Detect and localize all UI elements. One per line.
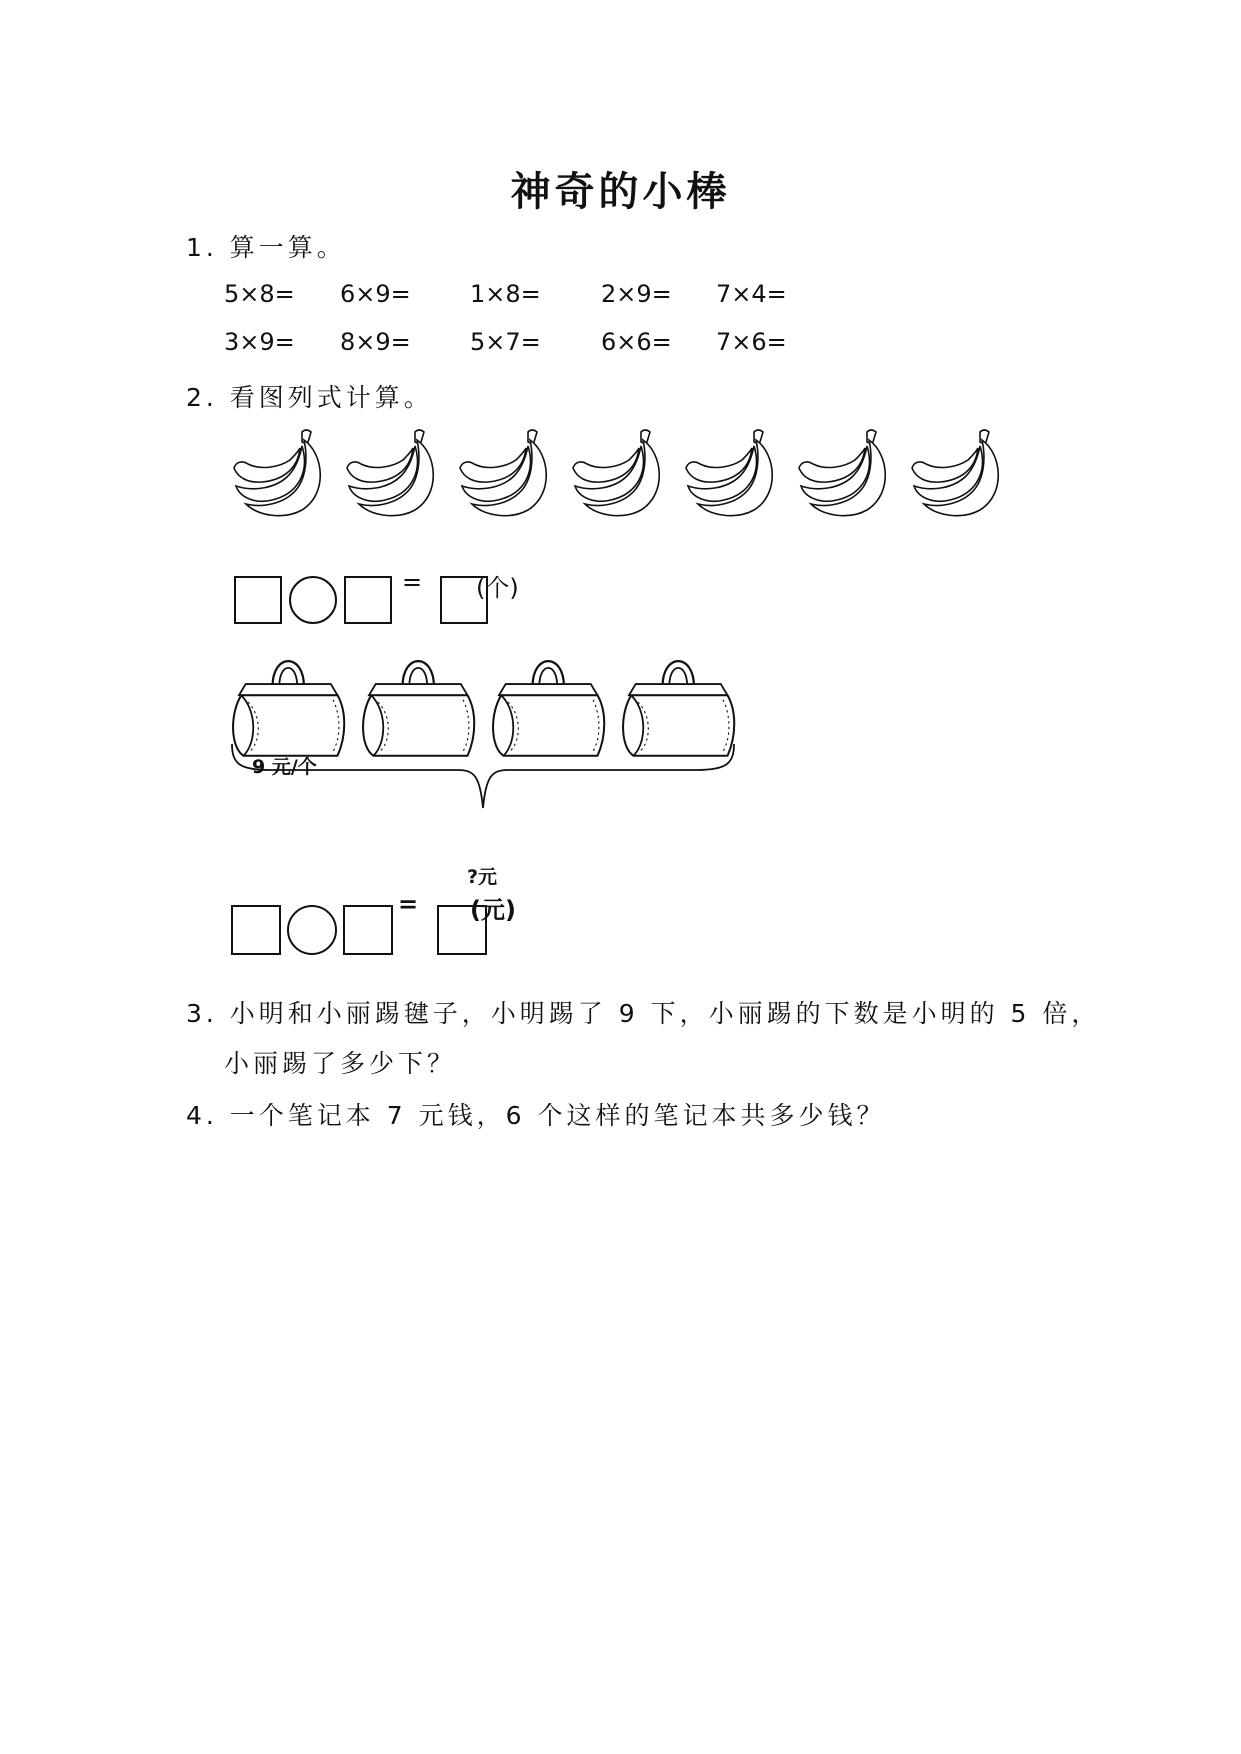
banana-bunch-icon — [910, 424, 1010, 524]
total-label: ?元 — [467, 866, 498, 888]
banana-bunch-icon — [797, 424, 897, 524]
answer-box[interactable] — [344, 576, 392, 624]
question-3-line-1: 3. 小明和小丽踢毽子，小明踢了 9 下，小丽踢的下数是小明的 5 倍， — [186, 999, 1101, 1028]
banana-bunch-icon — [571, 424, 671, 524]
q1-expression: 7×6= — [716, 328, 787, 356]
banana-bunch-icon — [345, 424, 445, 524]
q1-expression: 3×9= — [224, 328, 295, 356]
answer-box[interactable] — [343, 905, 393, 955]
question-2-label: 2. 看图列式计算。 — [186, 383, 433, 412]
q1-expression: 5×7= — [470, 328, 541, 356]
question-4: 4. 一个笔记本 7 元钱，6 个这样的笔记本共多少钱？ — [186, 1101, 886, 1130]
q1-expression: 2×9= — [601, 280, 672, 308]
q1-expression: 7×4= — [716, 280, 787, 308]
banana-bunch-icon — [458, 424, 558, 524]
q1-expression: 1×8= — [470, 280, 541, 308]
q1-expression: 6×9= — [340, 280, 411, 308]
q1-expression: 5×8= — [224, 280, 295, 308]
operator-circle[interactable] — [289, 576, 337, 624]
banana-bunch-icon — [232, 424, 332, 524]
question-3-line-2: 小丽踢了多少下？ — [224, 1049, 457, 1078]
answer-box[interactable] — [234, 576, 282, 624]
brace-icon — [230, 742, 736, 812]
q1-expression: 8×9= — [340, 328, 411, 356]
equals-sign: = — [398, 890, 419, 918]
question-1-label: 1. 算一算。 — [186, 233, 346, 262]
answer-box[interactable] — [231, 905, 281, 955]
page-title: 神奇的小棒 — [510, 168, 731, 215]
q1-expression: 6×6= — [601, 328, 672, 356]
equals-sign: = — [402, 568, 423, 596]
banana-bunch-icon — [684, 424, 784, 524]
unit-label: (个) — [476, 574, 519, 602]
unit-label: (元) — [470, 896, 516, 924]
operator-circle[interactable] — [287, 905, 337, 955]
price-label: 9 元/个 — [252, 756, 317, 778]
